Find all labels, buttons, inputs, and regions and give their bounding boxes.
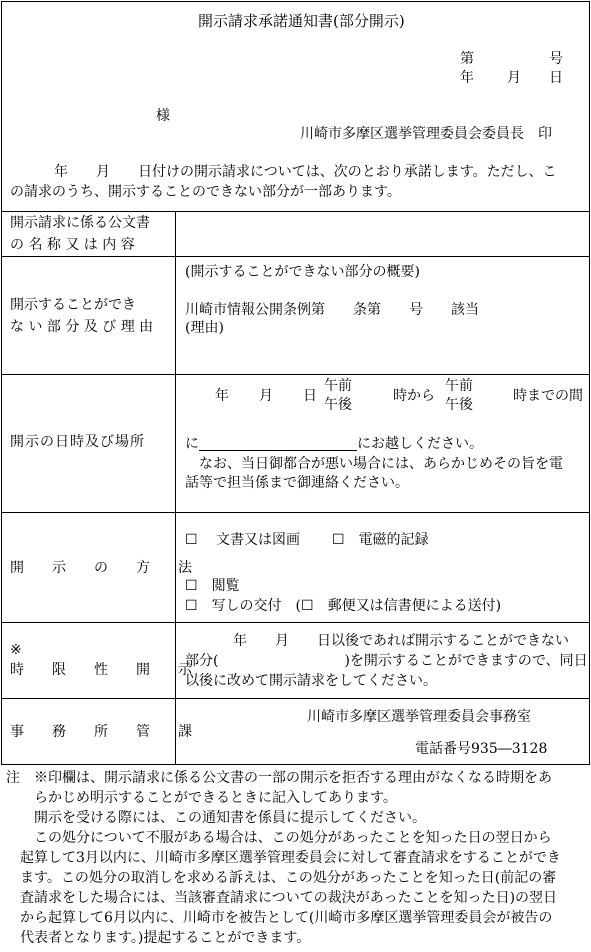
checkbox-view[interactable]: ☐ — [185, 578, 198, 594]
note-line: ます。この処分の取消しを求める訴えは、この処分があったことを知った日(前記の審 — [6, 870, 557, 886]
timelimit-line-3: 以後に改めて開示請求をしてください。 — [185, 673, 437, 689]
number-label: 第 — [460, 51, 474, 67]
office-phone: 電話番号935―3128 — [415, 741, 548, 757]
schedule-pm-1: 午後 — [324, 397, 352, 413]
schedule-month: 月 — [259, 388, 273, 404]
undisclosable-outline: (開示することができない部分の概要) — [185, 264, 420, 280]
note-line: この処分について不服がある場合は、この処分があったことを知った日の翌日から — [6, 830, 552, 846]
option-view: ☐ 閲覧 — [185, 578, 240, 594]
notes-section — [6, 768, 588, 948]
row-divider — [2, 256, 589, 257]
schedule-note-1: なお、当日御都合が悪い場合には、あらかじめその旨を電 — [199, 456, 563, 472]
schedule-am-1: 午前 — [324, 378, 352, 394]
intro-line-1: 年 月 日付けの開示請求については、次のとおり承諾します。ただし、こ — [54, 164, 557, 180]
schedule-year: 年 — [215, 388, 229, 404]
method-label: 開 示 の 方 法 — [10, 560, 192, 576]
office-name: 川崎市多摩区選挙管理委員会事務室 — [307, 709, 531, 725]
row-divider — [2, 622, 589, 623]
date-day: 日 — [549, 70, 563, 86]
checkbox-mail[interactable]: ☐ — [301, 598, 314, 614]
note-line: 注 ※印欄は、開示請求に係る公文書の一部の開示を拒否する理由がなくなる時期をあ — [6, 770, 552, 786]
schedule-place-line: に にお越しください。 — [185, 436, 483, 452]
note-line: 代表者となります。)提起することができます。 — [6, 930, 311, 946]
note-line: 起算して3月以内に、川崎市多摩区選挙管理委員会に対して審査請求をすることができ — [6, 850, 561, 866]
option-copy: ☐ 写しの交付 (☐ 郵便又は信書便による送付) — [185, 598, 502, 614]
form-title: 開示請求承諾通知書(部分開示) — [198, 12, 405, 30]
timelimit-label: 時 限 性 開 示 — [10, 662, 192, 678]
date-year: 年 — [460, 70, 474, 86]
option-electronic: ☐ 電磁的記録 — [332, 532, 429, 548]
column-divider — [175, 211, 176, 765]
reason-label: (理由) — [185, 320, 224, 336]
ordinance-article: 川崎市情報公開条例第 条第 号 該当 — [185, 302, 479, 318]
row-divider — [2, 374, 589, 375]
office-label: 事 務 所 管 課 — [10, 724, 192, 740]
checkbox-copy[interactable]: ☐ — [185, 598, 198, 614]
undisclosable-label: 開示することができ な い 部 分 及 び 理 由 — [10, 297, 154, 335]
number-suffix: 号 — [549, 51, 563, 67]
schedule-am-2: 午前 — [445, 378, 473, 394]
note-line: らかじめ明示することができるときに記入してあります。 — [6, 790, 397, 806]
row-divider — [2, 512, 589, 513]
checkbox-docs[interactable]: ☐ — [185, 532, 198, 548]
schedule-pm-2: 午後 — [445, 397, 473, 413]
notice-form — [1, 1, 590, 765]
timelimit-line-1: 年 月 日以後であれば開示することができない — [233, 633, 569, 649]
checkbox-electronic[interactable]: ☐ — [332, 532, 345, 548]
schedule-from: 時から — [393, 388, 435, 404]
schedule-until: 時までの間 — [513, 388, 583, 404]
issuer: 川崎市多摩区選挙管理委員会委員長 印 — [300, 126, 552, 142]
timelimit-line-2: 部分( )を開示することができますので、同日 — [185, 653, 588, 669]
document-name-label: 開示請求に係る公文書 の 名 称 又 は 内 容 — [10, 215, 150, 253]
note-line: 査請求をした場合には、当該審査請求についての裁決があったことを知った日)の翌日 — [6, 890, 558, 906]
schedule-label: 開示の日時及び場所 — [10, 434, 145, 450]
schedule-note-2: 話等で担当係まで御連絡ください。 — [185, 475, 409, 491]
place-blank[interactable] — [199, 436, 357, 451]
note-line: 開示を受ける際には、この通知書を係員に提示してください。 — [6, 810, 426, 826]
intro-line-2: の請求のうち、開示することのできない部分が一部あります。 — [10, 184, 401, 200]
date-month: 月 — [507, 70, 521, 86]
timelimit-mark: ※ — [10, 642, 22, 658]
option-docs: ☐ 文書又は図画 — [185, 532, 301, 548]
recipient-sama: 様 — [156, 108, 170, 124]
note-line: から起算して6月以内に、川崎市を被告として(川崎市多摩区選挙管理委員会が被告の — [6, 910, 553, 926]
row-divider — [2, 698, 589, 699]
schedule-day: 日 — [303, 388, 317, 404]
